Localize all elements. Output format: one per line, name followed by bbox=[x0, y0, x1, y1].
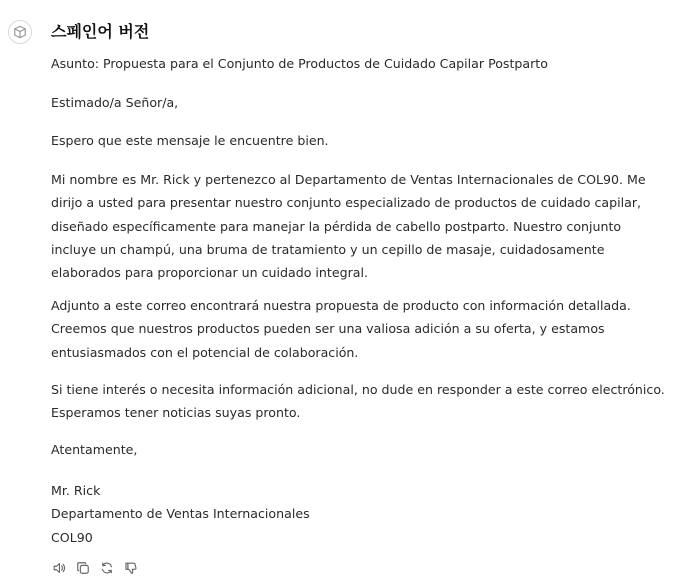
email-contact-line: Si tiene interés o necesita información adicional, no dude en responder a este correo electrónico. bbox=[51, 382, 665, 397]
email-intro-paragraph bbox=[51, 168, 646, 284]
regenerate-button[interactable] bbox=[100, 561, 114, 575]
thumbs-down-button[interactable] bbox=[124, 561, 138, 575]
email-greeting: Estimado/a Señor/a, bbox=[51, 95, 179, 110]
signature-department: Departamento de Ventas Internacionales bbox=[51, 506, 310, 522]
copy-button[interactable] bbox=[76, 561, 90, 575]
email-intro-line: elaborados para proporcionar un cuidado integral. bbox=[51, 265, 368, 281]
assistant-message bbox=[51, 20, 665, 545]
email-intro-line: Mi nombre es Mr. Rick y pertenezco al Departamento de Ventas Internacionales de COL90. Me bbox=[51, 172, 646, 187]
email-intro-line: dirijo a usted para presentar nuestro conjunto especializado de productos de cuidado capilar, bbox=[51, 195, 642, 211]
thumbs-down-icon bbox=[124, 561, 138, 575]
regenerate-icon bbox=[100, 561, 114, 575]
email-attach-paragraph bbox=[51, 294, 631, 364]
message-title: 스페인어 버전 bbox=[51, 22, 150, 41]
email-greeting-paragraph bbox=[51, 92, 178, 114]
email-attach-line: Adjunto a este correo encontrará nuestra propuesta de producto con información detallada. bbox=[51, 298, 631, 313]
signature-company: COL90 bbox=[51, 529, 93, 545]
email-subject: Asunto: Propuesta para el Conjunto de Productos de Cuidado Capilar Postparto bbox=[51, 56, 548, 71]
email-contact-paragraph bbox=[51, 378, 665, 425]
email-attach-line: Creemos que nuestros productos pueden ser una valiosa adición a su oferta, y estamos bbox=[51, 321, 605, 337]
email-intro-line: incluye un champú, una bruma de tratamiento y un cepillo de masaje, cuidadosamente bbox=[51, 241, 605, 257]
email-closing-paragraph bbox=[51, 439, 137, 461]
email-hope-line: Espero que este mensaje le encuentre bien. bbox=[51, 133, 329, 148]
email-signature bbox=[51, 479, 310, 549]
read-aloud-button[interactable] bbox=[52, 561, 66, 575]
speaker-icon bbox=[52, 561, 66, 575]
email-hope-paragraph bbox=[51, 130, 329, 152]
email-closing: Atentamente, bbox=[51, 442, 138, 457]
cube-icon bbox=[13, 25, 27, 39]
assistant-avatar bbox=[8, 20, 32, 44]
signature-name: Mr. Rick bbox=[51, 483, 101, 498]
copy-icon bbox=[76, 561, 90, 575]
message-actions bbox=[52, 561, 138, 575]
email-attach-line: entusiasmados con el potencial de colaboración. bbox=[51, 344, 359, 360]
email-intro-line: diseñado específicamente para manejar la pérdida de cabello postparto. Nuestro conjunto bbox=[51, 218, 622, 234]
email-contact-line: Esperamos tener noticias suyas pronto. bbox=[51, 405, 301, 421]
